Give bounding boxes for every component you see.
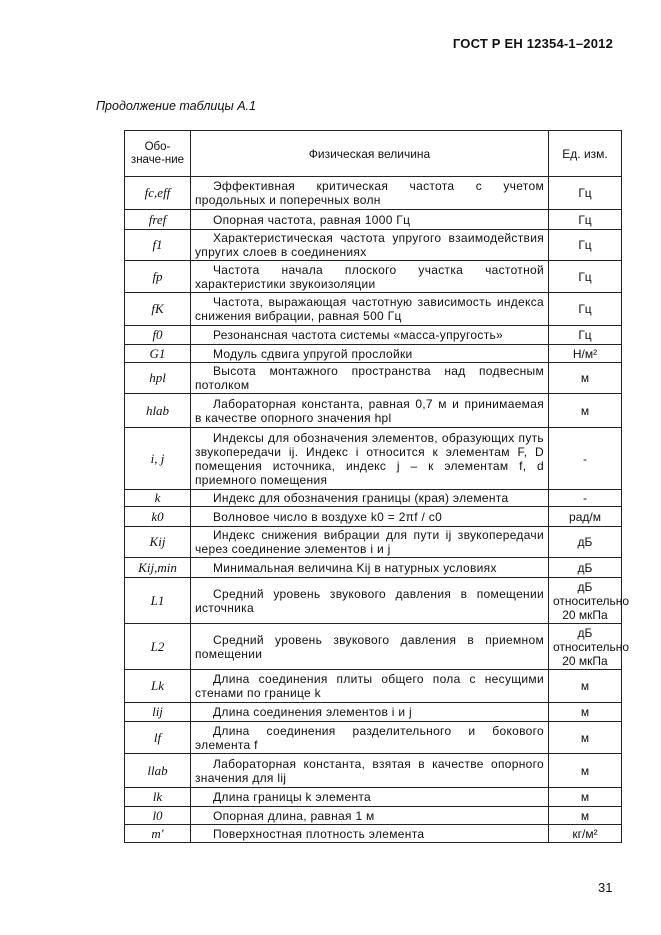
table-row — [125, 293, 622, 326]
row-quantity: Лабораторная константа, взятая в качестве опорного значения для lij — [191, 754, 549, 788]
row-symbol: k0 — [125, 507, 191, 527]
row-quantity: Опорная частота, равная 1000 Гц — [191, 210, 549, 230]
table-row — [125, 754, 622, 788]
row-quantity: Индекс снижения вибрации для пути ij звукопередачи через соединение элементов i и j — [191, 527, 549, 558]
row-unit: рад/м — [549, 507, 622, 527]
document-id: ГОСТ Р ЕН 12354-1–2012 — [452, 36, 613, 51]
row-unit: м — [549, 670, 622, 703]
row-unit: - — [549, 490, 622, 507]
row-unit: Гц — [549, 326, 622, 345]
row-symbol: Kij — [125, 527, 191, 558]
page-number: 31 — [598, 880, 613, 895]
row-quantity: Волновое число в воздухе k0 = 2πf / c0 — [191, 507, 549, 527]
row-symbol: lij — [125, 703, 191, 722]
row-symbol: l0 — [125, 807, 191, 825]
header-unit: Ед. изм. — [549, 131, 622, 177]
table-row — [125, 326, 622, 345]
row-unit: Гц — [549, 177, 622, 210]
row-quantity: Частота начала плоского участка частотной характеристики звукоизоляции — [191, 261, 549, 293]
table-row — [125, 177, 622, 210]
table-row — [125, 558, 622, 578]
row-unit: м — [549, 363, 622, 394]
row-quantity: Частота, выражающая частотную зависимость индекса снижения вибрации, равная 500 Гц — [191, 293, 549, 326]
table-row — [125, 527, 622, 558]
table-row — [125, 507, 622, 527]
row-unit: м — [549, 807, 622, 825]
row-quantity: Длина соединения разделительного и бокового элемента f — [191, 722, 549, 754]
table-row — [125, 230, 622, 261]
row-unit: м — [549, 394, 622, 428]
row-unit: - — [549, 428, 622, 490]
row-quantity: Индексы для обозначения элементов, образующих путь звукопередачи ij. Индекс i относится к элементам F, D помещения источника, индекс j – к элементам f, d приемного помещения — [191, 428, 549, 490]
table-row — [125, 345, 622, 363]
row-quantity: Длина соединения элементов i и j — [191, 703, 549, 722]
row-unit: Н/м² — [549, 345, 622, 363]
row-quantity: Высота монтажного пространства над подвесным потолком — [191, 363, 549, 394]
table-row — [125, 722, 622, 754]
row-quantity: Длина границы k элемента — [191, 788, 549, 807]
row-symbol: Kij,min — [125, 558, 191, 578]
row-unit: дБ — [549, 527, 622, 558]
row-quantity: Опорная длина, равная 1 м — [191, 807, 549, 825]
row-symbol: Lk — [125, 670, 191, 703]
table-row — [125, 703, 622, 722]
row-symbol: m' — [125, 825, 191, 843]
row-symbol: lk — [125, 788, 191, 807]
row-quantity: Модуль сдвига упругой прослойки — [191, 345, 549, 363]
row-symbol: hpl — [125, 363, 191, 394]
table-row — [125, 788, 622, 807]
symbols-table — [124, 130, 630, 843]
row-symbol: i, j — [125, 428, 191, 490]
row-symbol: f1 — [125, 230, 191, 261]
table-caption: Продолжение таблицы А.1 — [96, 99, 256, 113]
row-symbol: f0 — [125, 326, 191, 345]
row-symbol: fK — [125, 293, 191, 326]
row-unit: Гц — [549, 293, 622, 326]
table-header-row — [125, 131, 622, 177]
row-quantity: Поверхностная плотность элемента — [191, 825, 549, 843]
table-row — [125, 578, 622, 624]
table-row — [125, 490, 622, 507]
row-quantity: Характеристическая частота упругого взаимодействия упругих слоев в соединениях — [191, 230, 549, 261]
header-symbol: Обо-значе-ние — [125, 131, 191, 177]
row-symbol: L1 — [125, 578, 191, 624]
row-quantity: Средний уровень звукового давления в помещении источника — [191, 578, 549, 624]
row-quantity: Индекс для обозначения границы (края) элемента — [191, 490, 549, 507]
row-symbol: fc,eff — [125, 177, 191, 210]
row-symbol: llab — [125, 754, 191, 788]
row-unit: м — [549, 703, 622, 722]
row-symbol: L2 — [125, 624, 191, 670]
row-symbol: hlab — [125, 394, 191, 428]
row-unit: Гц — [549, 261, 622, 293]
header-quantity: Физическая величина — [191, 131, 549, 177]
row-unit: кг/м² — [549, 825, 622, 843]
table-row — [125, 825, 622, 843]
row-symbol: G1 — [125, 345, 191, 363]
table-row — [125, 807, 622, 825]
row-quantity: Длина соединения плиты общего пола с несущими стенами по границе k — [191, 670, 549, 703]
row-quantity: Лабораторная константа, равная 0,7 м и принимаемая в качестве опорного значения hpl — [191, 394, 549, 428]
table-row — [125, 394, 622, 428]
row-unit: Гц — [549, 230, 622, 261]
table-row — [125, 428, 622, 490]
row-symbol: fp — [125, 261, 191, 293]
row-quantity: Резонансная частота системы «масса-упругость» — [191, 326, 549, 345]
table-row — [125, 210, 622, 230]
row-quantity: Средний уровень звукового давления в приемном помещении — [191, 624, 549, 670]
row-unit: м — [549, 754, 622, 788]
table-row — [125, 261, 622, 293]
row-unit: м — [549, 788, 622, 807]
row-unit: м — [549, 722, 622, 754]
row-quantity: Минимальная величина Kij в натурных условиях — [191, 558, 549, 578]
row-unit: Гц — [549, 210, 622, 230]
row-quantity: Эффективная критическая частота с учетом продольных и поперечных волн — [191, 177, 549, 210]
table-row — [125, 670, 622, 703]
row-unit: дБ относительно 20 мкПа — [549, 624, 622, 670]
row-unit: дБ — [549, 558, 622, 578]
row-symbol: fref — [125, 210, 191, 230]
table-row — [125, 363, 622, 394]
row-unit: дБ относительно 20 мкПа — [549, 578, 622, 624]
table-row — [125, 624, 622, 670]
row-symbol: k — [125, 490, 191, 507]
row-symbol: lf — [125, 722, 191, 754]
